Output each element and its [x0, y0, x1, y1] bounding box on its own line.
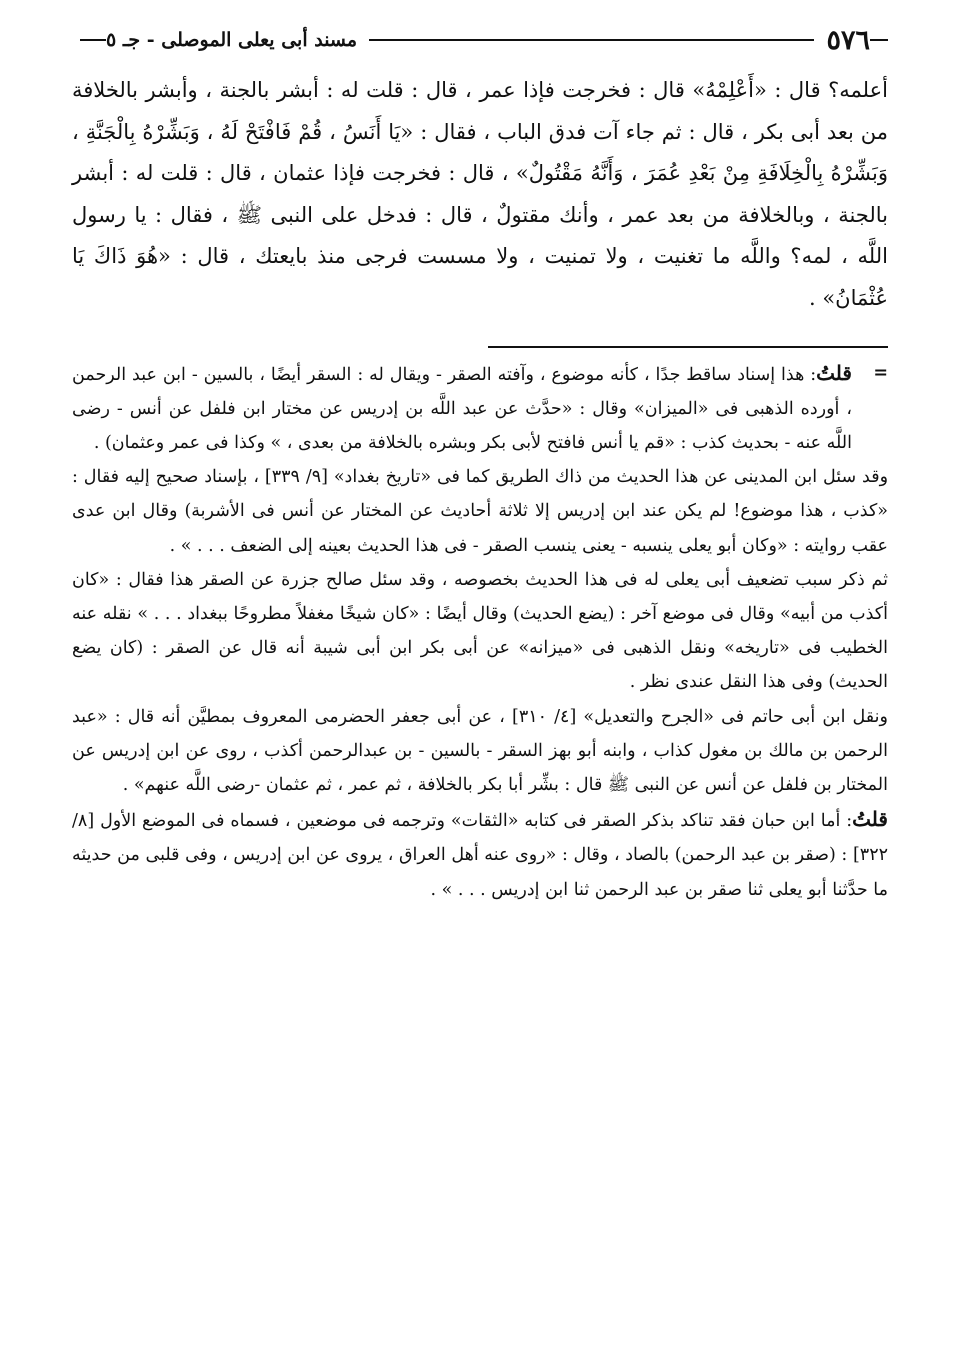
header-dash-right: [870, 39, 888, 41]
running-title: مسند أبى يعلى الموصلى - جـ ٥: [106, 29, 358, 51]
header-rule: [369, 39, 814, 41]
note-paragraph-3: ثم ذكر سبب تضعيف أبى يعلى له فى هذا الحديث بخصوصه ، وقد سئل صالح جزرة عن الصقر هذا فقال : «كان أكذب من أبيه» وقال فى موضع آخر : (يضع الحديث) وقال أيضًا : «كان شيخًا مغفلاً مطروحًا ببغداد . . . » نقله عنه الخطيب فى «تاريخه» ونقل الذهبى فى «ميزانه» عن أبى بكر ابن أبى شيبة أنه قال عن الصقر : (كان يضع الحديث) وفى هذا النقل عندى نظر .: [72, 569, 888, 693]
note-paragraph-4: ونقل ابن أبى حاتم فى «الجرح والتعديل» [٤/ ٣١٠] ، عن أبى جعفر الحضرمى المعروف بمطيَّن أنه قال : «عبد الرحمن بن مالك بن مغول كذاب ، وابنه أبو بهز السقر - بالسين - بن عبدالرحمن أكذب ، روى عن ابن إدريس عن المختار بن فلفل عن أنس عن النبى ﷺ قال : بشِّر أبا بكر بالخلافة ، ثم عمر ، ثم عثمان -رضى اللَّه عنهم» .: [72, 706, 888, 795]
hadith-text: أعلمه؟ قال : «أَعْلِمْهُ» قال : فخرجت فإذا عمر ، قال : قلت له : أبشر بالجنة ، وأبشر بالخلافة من بعد أبى بكر ، قال : ثم جاء آت فدق الباب ، فقال : «يَا أَنَسُ ، قُمْ فَافْتَحْ لَهُ ، وَبَشِّرْهُ بِالْجَنَّةِ ، وَبَشِّرْهُ بِالْخِلَافَةِ مِنْ بَعْدِ عُمَرَ ، وَأَنَّهُ مَقْتُولٌ» ، قال : فخرجت فإذا عثمان ، قال : قلت له : أبشر بالجنة ، وبالخلافة من بعد عمر ، وأنك مقتولٌ ، قال : فدخل على النبى ﷺ ، فقال : يا رسول اللَّه ، لمه؟ واللَّه ما تغنيت ، ولا تمنيت ، ولا مسست فرجى منذ بايعتك ، قال : «هُوَ ذَاكَ يَا عُثْمَانُ» .: [72, 78, 888, 310]
commentary-notes: [72, 356, 888, 907]
note-paragraph-5: [72, 802, 888, 907]
page-header: [72, 20, 888, 60]
note-paragraph-1: [72, 356, 888, 461]
page-number: ٥٧٦: [826, 24, 870, 56]
qultu-label: قلتُ: [816, 360, 852, 385]
header-dash-left: [80, 39, 106, 41]
note-text-5: : أما ابن حبان فقد تناكد بذكر الصقر فى كتابه «الثقات» وترجمه فى موضعين ، فسماه فى الموضع الأول [٨/ ٣٢٢] : (صقر بن عبد الرحمن) بالصاد ، وقال : «روى عنه أهل العراق ، يروى عن ابن إدريس ، وفى قلبى من حديثه ما حدَّثنا أبو يعلى ثنا صقر بن عبد الرحمن ثنا ابن إدريس . . . » .: [72, 811, 888, 900]
note-paragraph-2: وقد سئل ابن المدينى عن هذا الحديث من ذاك الطريق كما فى «تاريخ بغداد» [٩/ ٣٣٩] ، بإسناد صحيح إليه فقال : «كذب ، هذا موضوع! لم يكن عند ابن إدريس إلا ثلاثة أحاديث عن المختار عن أنس فى الأشربة) وقال ابن عدى عقب روايته : «وكان أبو يعلى ينسبه - يعنى ينسب الصقر - فى هذا الحديث بعينه إلى الضعف . . . » .: [72, 467, 889, 556]
continuation-mark: =: [873, 362, 888, 383]
footnote-separator: [488, 346, 888, 348]
main-text: [72, 70, 888, 320]
note-text-1: : هذا إسناد ساقط جدًا ، كأنه موضوع ، وآفته الصقر - ويقال له : السقر أيضًا ، بالسين - ابن عبد الرحمن ، أورده الذهبى فى «الميزان» وقال : «حدَّث عن عبد اللَّه بن إدريس عن مختار ابن فلفل عن أنس - رضى اللَّه عنه - بحديث كذب : «قم يا أنس فافتح لأبى بكر وبشره بالخلافة من بعدى ، » وكذا فى عمر وعثمان) .: [72, 364, 852, 453]
book-page: [72, 20, 888, 907]
qultu-label-2: قلتُ: [852, 807, 888, 832]
